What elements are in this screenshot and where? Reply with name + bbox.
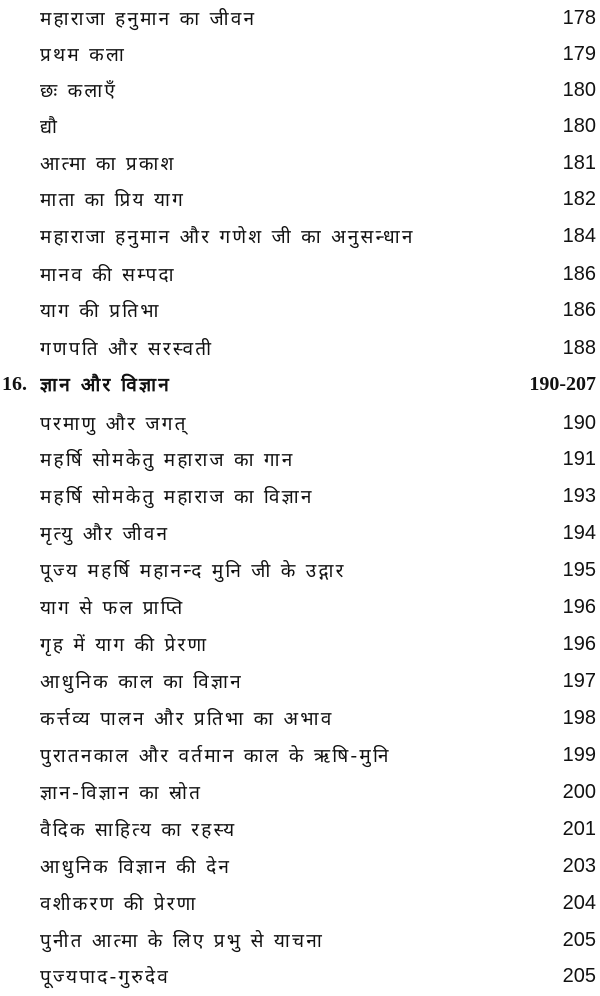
toc-entry[interactable]	[0, 181, 600, 217]
toc-entry[interactable]	[0, 292, 600, 328]
entry-title: आधुनिक काल का विज्ञान	[40, 671, 243, 693]
toc-entry[interactable]	[0, 441, 600, 477]
entry-title: आधुनिक विज्ञान की देन	[40, 856, 232, 878]
entry-title: प्रथम कला	[40, 44, 126, 66]
entry-title: मानव की सम्पदा	[40, 264, 176, 286]
entry-page: 186	[562, 262, 596, 285]
entry-title: महाराजा हनुमान का जीवन	[40, 8, 257, 30]
entry-title: द्यौ	[40, 116, 60, 138]
entry-title: आत्मा का प्रकाश	[40, 153, 176, 175]
entry-title: याग से फल प्राप्ति	[40, 597, 185, 619]
toc-entry[interactable]	[0, 885, 600, 921]
toc-entry[interactable]	[0, 848, 600, 884]
toc-entry[interactable]	[0, 922, 600, 958]
entry-page: 184	[562, 224, 596, 247]
entry-title: मृत्यु और जीवन	[40, 523, 170, 545]
chapter-pages: 190-207	[529, 372, 596, 395]
entry-page: 199	[562, 743, 596, 766]
entry-page: 180	[562, 114, 596, 137]
toc-entry[interactable]	[0, 552, 600, 588]
toc-entry[interactable]	[0, 256, 600, 292]
entry-title: वशीकरण की प्रेरणा	[40, 893, 198, 915]
toc-entry[interactable]	[0, 405, 600, 441]
entry-title: पूज्यपाद-गुरुदेव	[40, 966, 171, 988]
entry-page: 203	[562, 854, 596, 877]
toc-entry[interactable]	[0, 774, 600, 810]
entry-page: 186	[562, 298, 596, 321]
entry-page: 193	[562, 484, 596, 507]
toc-entry[interactable]	[0, 811, 600, 847]
entry-page: 182	[562, 187, 596, 210]
entry-page: 198	[562, 706, 596, 729]
entry-page: 205	[562, 928, 596, 951]
entry-title: महर्षि सोमकेतु महाराज का गान	[40, 449, 295, 471]
entry-title: ज्ञान-विज्ञान का स्रोत	[40, 782, 203, 804]
toc-entry[interactable]	[0, 72, 600, 108]
entry-page: 180	[562, 78, 596, 101]
entry-title: छः कलाएँ	[40, 80, 118, 102]
chapter-heading[interactable]	[0, 366, 600, 402]
entry-title: माता का प्रिय याग	[40, 189, 186, 211]
entry-page: 191	[562, 447, 596, 470]
toc-entry[interactable]	[0, 663, 600, 699]
entry-title: गणपति और सरस्वती	[40, 338, 214, 360]
entry-title: पुरातनकाल और वर्तमान काल के ऋषि-मुनि	[40, 745, 391, 767]
entry-page: 181	[562, 151, 596, 174]
entry-page: 190	[562, 411, 596, 434]
entry-title: महाराजा हनुमान और गणेश जी का अनुसन्धान	[40, 226, 415, 248]
entry-page: 188	[562, 336, 596, 359]
entry-page: 196	[562, 632, 596, 655]
toc-entry[interactable]	[0, 0, 600, 36]
entry-title: पूज्य महर्षि महानन्द मुनि जी के उद्गार	[40, 560, 346, 582]
toc-entry[interactable]	[0, 515, 600, 551]
entry-page: 196	[562, 595, 596, 618]
entry-title: पुनीत आत्मा के लिए प्रभु से याचना	[40, 930, 324, 952]
toc-entry[interactable]	[0, 145, 600, 181]
toc-entry[interactable]	[0, 737, 600, 773]
entry-page: 197	[562, 669, 596, 692]
toc-entry[interactable]	[0, 958, 600, 994]
toc-entry[interactable]	[0, 589, 600, 625]
entry-page: 195	[562, 558, 596, 581]
entry-page: 179	[562, 42, 596, 65]
entry-page: 178	[562, 6, 596, 29]
entry-title: महर्षि सोमकेतु महाराज का विज्ञान	[40, 486, 314, 508]
toc-entry[interactable]	[0, 478, 600, 514]
entry-title: कर्त्तव्य पालन और प्रतिभा का अभाव	[40, 708, 334, 730]
entry-title: वैदिक साहित्य का रहस्य	[40, 819, 237, 841]
toc-entry[interactable]	[0, 700, 600, 736]
entry-title: गृह में याग की प्रेरणा	[40, 634, 209, 656]
toc-entry[interactable]	[0, 108, 600, 144]
toc-entry[interactable]	[0, 218, 600, 254]
entry-title: याग की प्रतिभा	[40, 300, 161, 322]
entry-title: परमाणु और जगत्	[40, 413, 188, 435]
toc-entry[interactable]	[0, 36, 600, 72]
entry-page: 204	[562, 891, 596, 914]
entry-page: 194	[562, 521, 596, 544]
entry-page: 205	[562, 964, 596, 987]
entry-page: 200	[562, 780, 596, 803]
toc-entry[interactable]	[0, 330, 600, 366]
toc-entry[interactable]	[0, 626, 600, 662]
entry-page: 201	[562, 817, 596, 840]
chapter-title: ज्ञान और विज्ञान	[40, 374, 172, 396]
chapter-number: 16.	[2, 372, 27, 395]
